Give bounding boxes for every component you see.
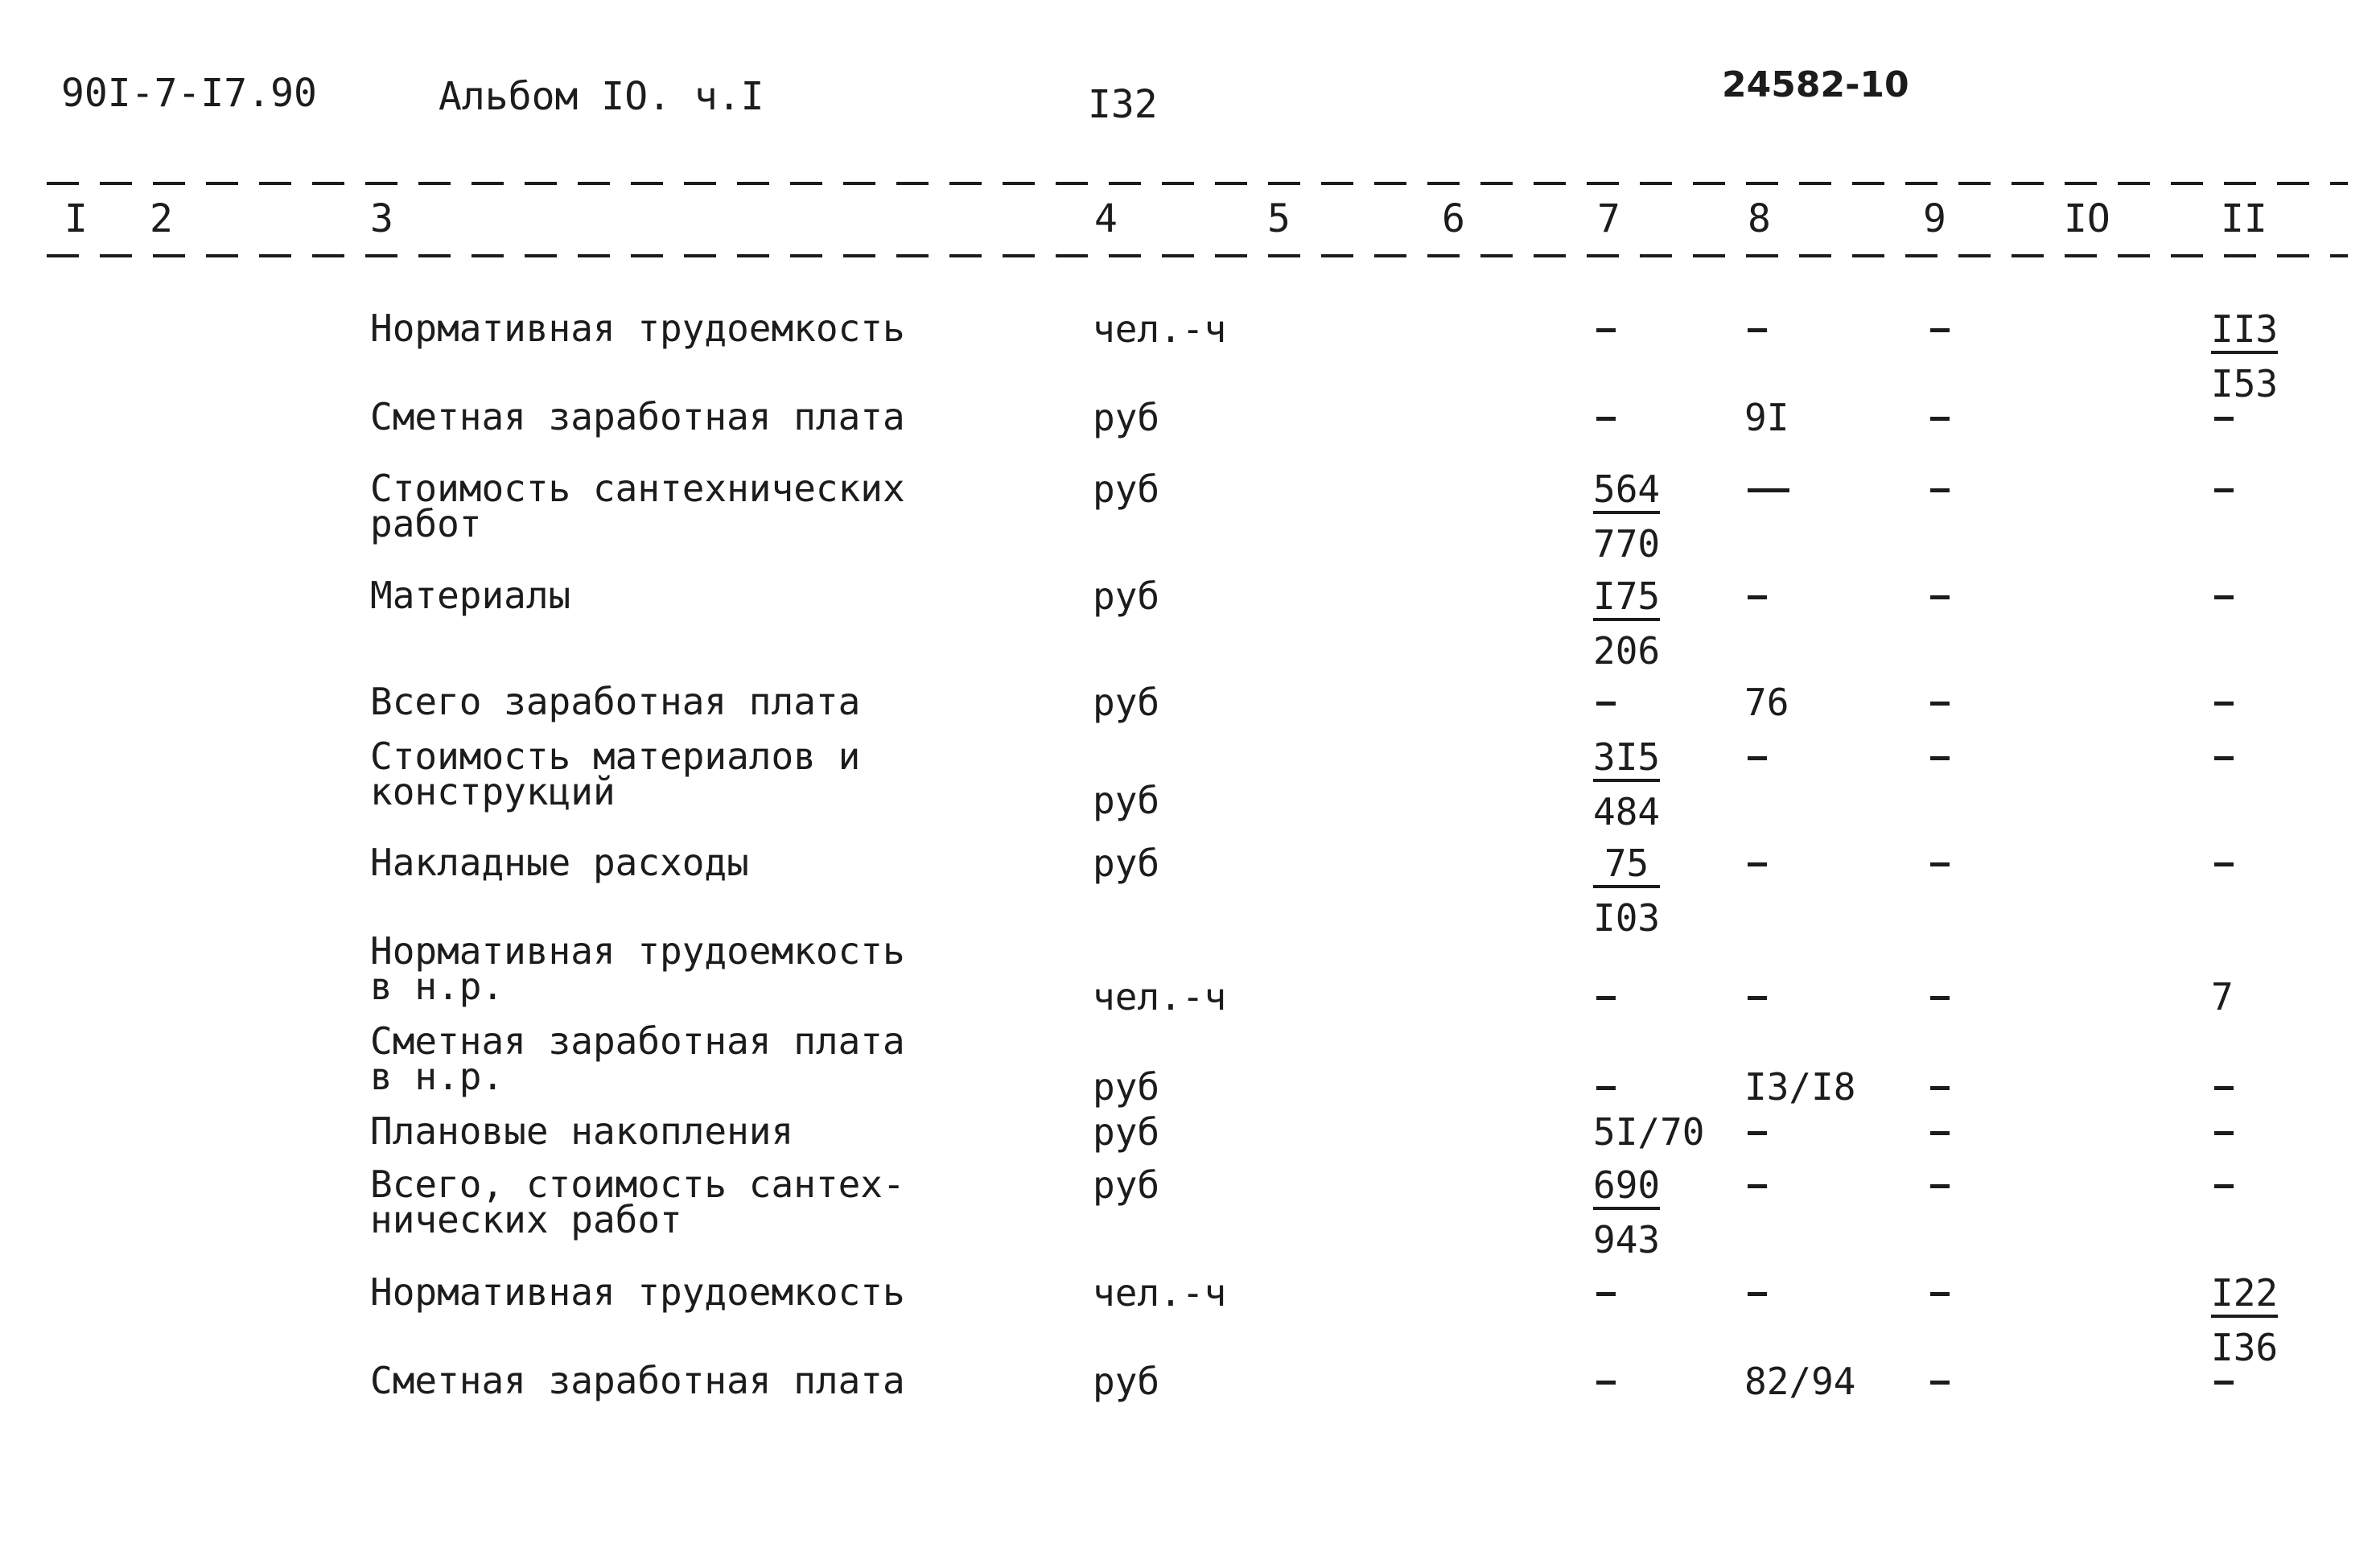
value-c8: 9I — [1744, 396, 1789, 439]
value-dash-c11 — [2214, 417, 2234, 421]
column-header-7: 7 — [1597, 196, 1620, 241]
fraction-numerator: 564 — [1593, 471, 1660, 514]
row-unit: руб — [1093, 1110, 1160, 1154]
column-header-11: II — [2221, 196, 2267, 241]
fraction-numerator: I22 — [2211, 1274, 2278, 1318]
value-dash-c9 — [1930, 1292, 1950, 1296]
row-label: Всего, стоимость сантех- нических работ — [370, 1163, 905, 1241]
value-dash-c9 — [1930, 595, 1950, 599]
row-label: Накладные расходы — [370, 841, 749, 884]
value-dash-c11 — [2214, 488, 2234, 492]
value-dash-c9 — [1930, 1131, 1950, 1135]
album-label: Альбом IO. ч.I — [439, 74, 764, 119]
fraction-numerator: 75 — [1593, 845, 1660, 888]
row-label: Нормативная трудоемкость — [370, 1270, 905, 1314]
column-header-5: 5 — [1267, 196, 1291, 241]
fraction-numerator: I75 — [1593, 578, 1660, 621]
value-fraction-c7 — [1593, 574, 1661, 673]
column-header-9: 9 — [1923, 196, 1946, 241]
row-label: Нормативная трудоемкость в н.р. — [370, 929, 905, 1008]
column-header-8: 8 — [1748, 196, 1771, 241]
column-header-10: IO — [2064, 196, 2110, 241]
row-unit: руб — [1093, 681, 1160, 724]
value-fraction-c7 — [1593, 1163, 1661, 1261]
fraction-numerator: II3 — [2211, 311, 2278, 354]
column-header-6: 6 — [1442, 196, 1465, 241]
row-unit: руб — [1093, 574, 1160, 618]
value-dash-c8 — [1748, 756, 1767, 760]
fraction-denominator: 943 — [1593, 1218, 1661, 1261]
row-label: Стоимость материалов и конструкций — [370, 735, 861, 813]
row-unit: чел.-ч — [1093, 1271, 1227, 1315]
value-fraction-c7 — [1593, 735, 1661, 833]
fraction-numerator: 690 — [1593, 1167, 1660, 1210]
inventory-stamp: 24582-10 — [1722, 64, 1909, 105]
value-dash-c9 — [1930, 996, 1950, 1000]
row-unit: чел.-ч — [1093, 307, 1227, 351]
value-dash-c11 — [2214, 862, 2234, 866]
column-header-4: 4 — [1094, 196, 1118, 241]
fraction-denominator: I03 — [1593, 896, 1661, 940]
value-c8: 76 — [1744, 681, 1789, 724]
row-label: Плановые накопления — [370, 1109, 794, 1153]
fraction-denominator: I53 — [2211, 362, 2279, 405]
row-label: Сметная заработная плата — [370, 395, 905, 438]
value-dash-c9 — [1930, 488, 1950, 492]
value-dash-c8 — [1748, 328, 1767, 332]
value-dash-c8 — [1748, 1184, 1767, 1188]
value-dash-c11 — [2214, 1184, 2234, 1188]
value-dash-c11 — [2214, 1086, 2234, 1090]
row-label: Всего заработная плата — [370, 680, 861, 723]
value-dash-c9 — [1930, 756, 1950, 760]
row-label: Сметная заработная плата в н.р. — [370, 1019, 905, 1098]
value-dash-c8 — [1748, 862, 1767, 866]
fraction-denominator: 484 — [1593, 790, 1661, 833]
row-unit: чел.-ч — [1093, 975, 1227, 1019]
value-dash-c9 — [1930, 328, 1950, 332]
row-label: Стоимость сантехнических работ — [370, 467, 905, 545]
column-header-2: 2 — [150, 196, 173, 241]
value-dash-c7 — [1596, 1292, 1616, 1296]
row-unit: руб — [1093, 1360, 1160, 1403]
value-dash-c8 — [1748, 488, 1789, 492]
value-dash-c9 — [1930, 1381, 1950, 1385]
value-dash-c7 — [1596, 996, 1616, 1000]
row-unit: руб — [1093, 1163, 1160, 1207]
value-dash-c11 — [2214, 756, 2234, 760]
value-fraction-c7 — [1593, 842, 1661, 940]
row-label: Сметная заработная плата — [370, 1359, 905, 1402]
value-dash-c11 — [2214, 702, 2234, 706]
column-header-3: 3 — [370, 196, 393, 241]
row-unit: руб — [1093, 842, 1160, 885]
value-dash-c8 — [1748, 595, 1767, 599]
fraction-denominator: I36 — [2211, 1326, 2279, 1369]
fraction-denominator: 770 — [1593, 522, 1661, 566]
value-dash-c7 — [1596, 1381, 1616, 1385]
value-dash-c9 — [1930, 1184, 1950, 1188]
value-c7: 5I/70 — [1593, 1110, 1705, 1154]
value-c8: I3/I8 — [1744, 1065, 1856, 1109]
fraction-numerator: 3I5 — [1593, 739, 1660, 782]
value-dash-c7 — [1596, 1086, 1616, 1090]
value-dash-c9 — [1930, 1086, 1950, 1090]
row-unit: руб — [1093, 1065, 1160, 1109]
row-label: Материалы — [370, 574, 571, 617]
page-number: I32 — [1088, 82, 1158, 127]
row-unit: руб — [1093, 779, 1160, 822]
value-dash-c7 — [1596, 417, 1616, 421]
value-dash-c11 — [2214, 1131, 2234, 1135]
value-dash-c11 — [2214, 595, 2234, 599]
value-dash-c8 — [1748, 1292, 1767, 1296]
row-unit: руб — [1093, 396, 1160, 439]
value-dash-c9 — [1930, 862, 1950, 866]
table-top-rule — [47, 182, 2348, 185]
value-c8: 82/94 — [1744, 1360, 1856, 1403]
fraction-denominator: 206 — [1593, 629, 1661, 673]
row-label: Нормативная трудоемкость — [370, 307, 905, 350]
value-dash-c11 — [2214, 1381, 2234, 1385]
value-dash-c8 — [1748, 1131, 1767, 1135]
value-dash-c8 — [1748, 996, 1767, 1000]
value-fraction-c11 — [2211, 307, 2279, 405]
value-dash-c7 — [1596, 702, 1616, 706]
value-dash-c9 — [1930, 702, 1950, 706]
table-header-rule — [47, 254, 2348, 257]
value-fraction-c7 — [1593, 467, 1661, 566]
column-header-1: I — [64, 196, 88, 241]
value-fraction-c11 — [2211, 1271, 2279, 1369]
row-unit: руб — [1093, 467, 1160, 511]
value-dash-c7 — [1596, 328, 1616, 332]
value-c11: 7 — [2211, 975, 2234, 1019]
document-code: 90I-7-I7.90 — [61, 71, 317, 116]
value-dash-c9 — [1930, 417, 1950, 421]
